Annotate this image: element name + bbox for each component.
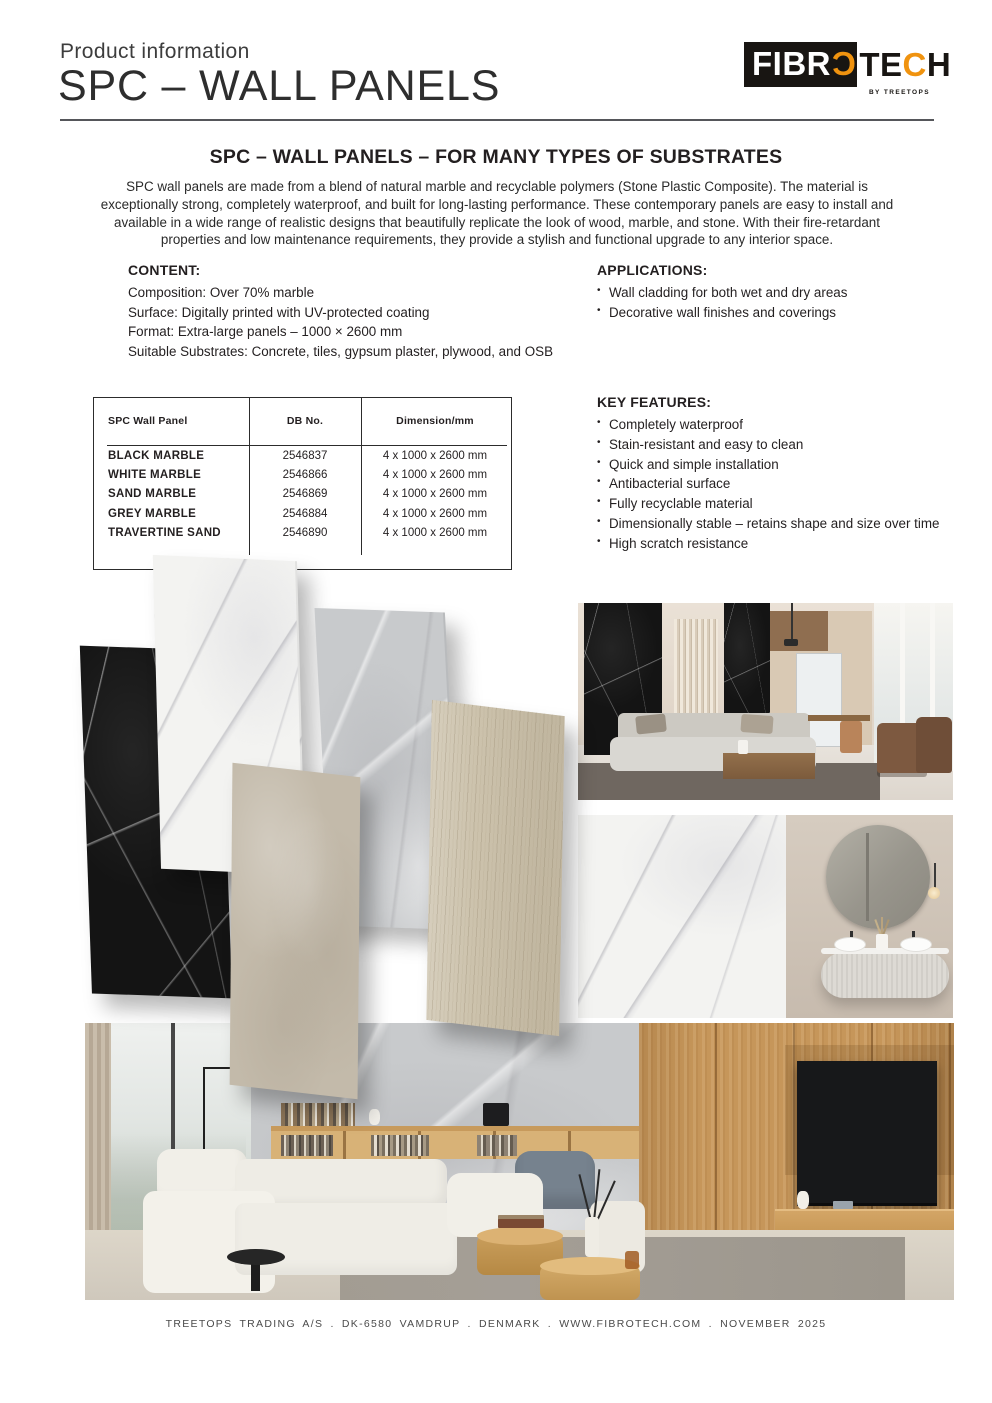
white-marble-wall	[578, 815, 786, 1018]
side-table	[227, 1249, 285, 1265]
content-line: Suitable Substrates: Concrete, tiles, gypsum plaster, plywood, and OSB	[128, 343, 554, 359]
coffee-table	[723, 753, 815, 779]
application-item: • Wall cladding for both wet and dry areas	[597, 283, 967, 303]
books	[281, 1103, 355, 1126]
application-item: • Decorative wall finishes and coverings	[597, 303, 967, 323]
db-number: 2546866	[282, 468, 328, 481]
photo-bathroom-white-marble	[578, 815, 953, 1018]
basin	[834, 937, 866, 952]
spec-table	[93, 397, 512, 570]
round-mirror	[826, 825, 930, 929]
content-heading: CONTENT:	[128, 262, 201, 278]
books	[498, 1219, 544, 1228]
plant-vase	[876, 934, 888, 950]
db-number: 2546884	[282, 507, 328, 520]
vase	[585, 1217, 599, 1257]
dimension: 4 x 1000 x 2600 mm	[382, 527, 488, 540]
logo-wordmark	[744, 42, 952, 87]
feature-item: • Dimensionally stable – retains shape and size over time	[597, 514, 987, 534]
table-row	[94, 504, 511, 524]
panel-name: GREY MARBLE	[108, 507, 197, 520]
vase	[369, 1109, 380, 1125]
logo-tech	[857, 42, 951, 87]
dimension: 4 x 1000 x 2600 mm	[382, 468, 488, 481]
wall-lamp	[928, 887, 940, 899]
column-header-panel: SPC Wall Panel	[108, 415, 188, 427]
column-header-db: DB No.	[286, 415, 324, 427]
book	[833, 1201, 853, 1209]
books	[281, 1135, 333, 1156]
panel-name: TRAVERTINE SAND	[108, 527, 221, 540]
logo-te: TE	[859, 46, 903, 83]
section-title: SPC – WALL PANELS – FOR MANY TYPES OF SUBSTRATES	[209, 146, 783, 168]
page-title: SPC – WALL PANELS	[58, 62, 501, 110]
cushion	[635, 713, 667, 734]
wall-lamp-stem	[934, 863, 936, 889]
vase	[797, 1191, 809, 1209]
dimension: 4 x 1000 x 2600 mm	[382, 507, 488, 520]
mirror-reflection	[866, 833, 869, 921]
dimension: 4 x 1000 x 2600 mm	[382, 449, 488, 462]
fibrotech-logo	[744, 42, 952, 96]
feature-item: • Fully recyclable material	[597, 494, 987, 514]
content-section	[128, 262, 598, 361]
db-number: 2546869	[282, 488, 328, 501]
leather-chair	[916, 717, 952, 773]
photo-living-room-grey-marble-oak	[85, 1023, 954, 1300]
table-row	[94, 446, 511, 466]
content-line: Format: Extra-large panels – 1000 × 2600 mm	[128, 324, 403, 340]
column-header-dimension: Dimension/mm	[396, 415, 474, 427]
feature-item: • Completely waterproof	[597, 415, 987, 435]
upper-cabinet	[770, 611, 828, 651]
key-features-heading: KEY FEATURES:	[597, 394, 712, 410]
fluted-vanity	[821, 952, 949, 998]
footer-line: TREETOPS TRADING A/S . DK-6580 VAMDRUP . DENMARK . WWW.FIBROTECH.COM . NOVEMBER 2025	[165, 1318, 827, 1330]
table-row	[94, 524, 511, 544]
panel-name: SAND MARBLE	[108, 488, 197, 501]
sand-marble-panel-sample	[230, 763, 361, 1100]
speaker	[483, 1103, 509, 1126]
pendant-lamp-cord	[791, 603, 793, 641]
tv-screen	[797, 1061, 937, 1206]
eyebrow: Product information	[60, 40, 250, 63]
panel-name: WHITE MARBLE	[108, 468, 202, 481]
content-line: Surface: Digitally printed with UV-protected coating	[128, 304, 430, 320]
key-features-section	[597, 394, 987, 554]
round-coffee-table-top	[477, 1227, 563, 1245]
feature-item: • Quick and simple installation	[597, 455, 987, 475]
db-number: 2546837	[282, 449, 328, 462]
table-row	[94, 485, 511, 505]
logo-o-icon: Ɔ	[832, 45, 857, 82]
photo-living-room-black-marble	[578, 603, 953, 800]
pendant-lamp	[784, 639, 798, 646]
logo-c: C	[902, 46, 927, 83]
applications-heading: APPLICATIONS:	[597, 262, 708, 278]
logo-box	[744, 42, 857, 87]
logo-fibr: FIBR	[752, 45, 831, 82]
vase	[738, 740, 748, 754]
books	[371, 1135, 429, 1156]
db-number: 2546890	[282, 527, 328, 540]
cushion	[740, 714, 773, 734]
feature-item: • Antibacterial surface	[597, 474, 987, 494]
basin	[900, 937, 932, 952]
header-divider	[60, 119, 934, 121]
intro-paragraph: SPC wall panels are made from a blend of natural marble and recyclable polymers (Stone Plastic Composite). The material is exceptionally strong, completely waterproof, and built for long-lasting performance. These contemporary panels are easy to install and available in a wide range of realistic designs that beautifully replicate the look of wood, marble, and stone. With their fire-retardant properties and low maintenance requirements, they provide a stylish and functional upgrade to any interior space.	[100, 179, 894, 248]
travertine-sand-panel-sample	[426, 700, 564, 1036]
logo-h: H	[926, 46, 952, 83]
panel-name: BLACK MARBLE	[108, 449, 205, 462]
amber-glass	[625, 1251, 639, 1269]
logo-tagline: BY TREETOPS	[868, 89, 930, 96]
table-row	[94, 465, 511, 485]
applications-section	[597, 262, 967, 323]
content-line: Composition: Over 70% marble	[128, 285, 315, 300]
feature-item: • High scratch resistance	[597, 534, 987, 554]
feature-item: • Stain-resistant and easy to clean	[597, 435, 987, 455]
dining-chair	[840, 721, 862, 753]
dining-table	[808, 715, 870, 721]
dimension: 4 x 1000 x 2600 mm	[382, 488, 488, 501]
books	[477, 1135, 517, 1156]
